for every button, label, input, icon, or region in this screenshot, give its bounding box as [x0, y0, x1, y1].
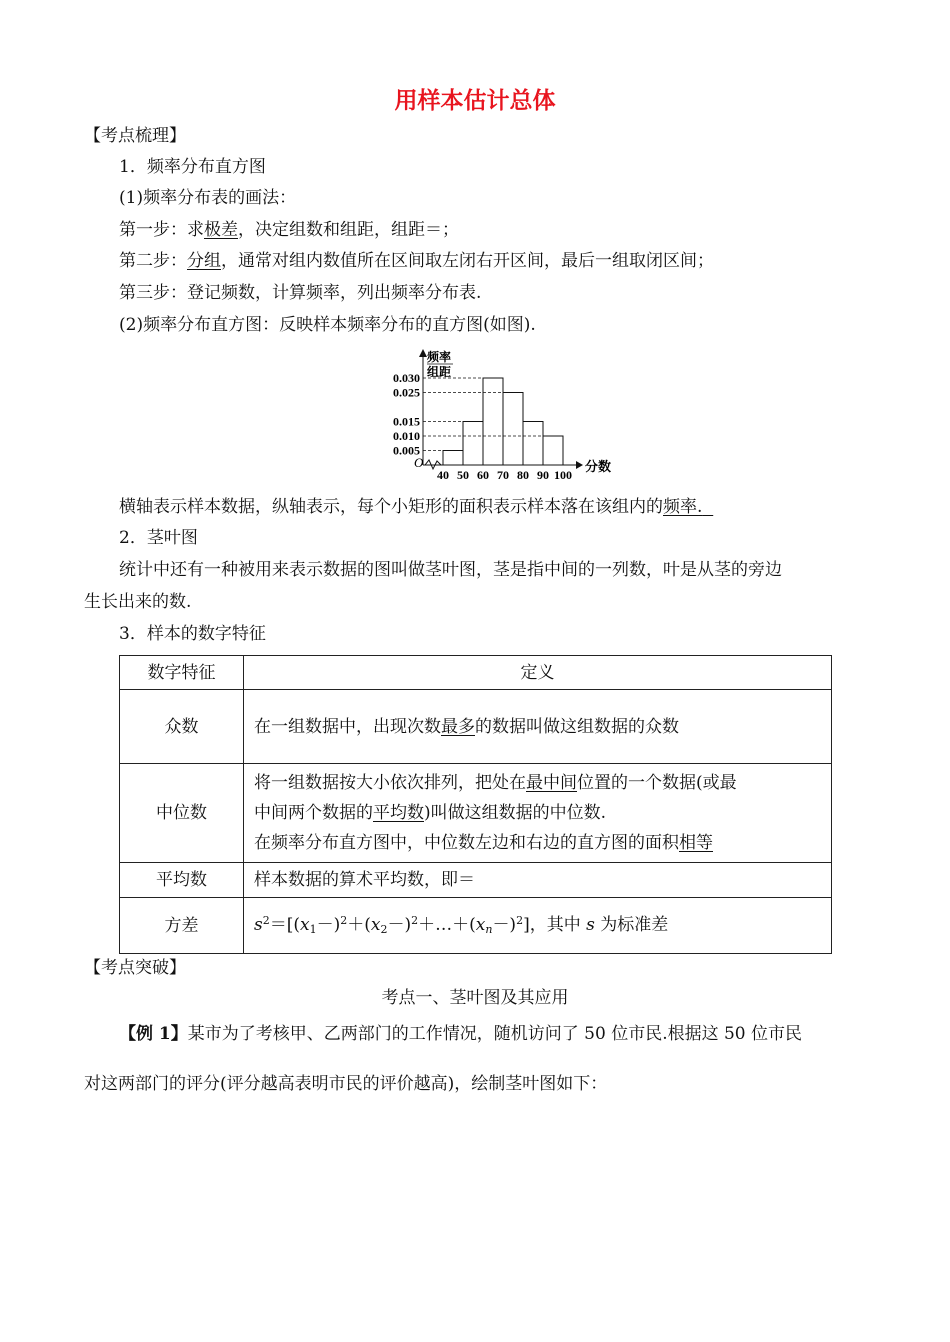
x-tick-label: 70 [497, 468, 509, 482]
numeric-features-table [119, 655, 832, 954]
y-tick-label: 0.005 [393, 443, 420, 458]
var-eq: ＝[( [269, 915, 300, 935]
heading-numeric-features: 3．样本的数字特征 [119, 624, 266, 644]
var-tail-s: s [586, 915, 595, 935]
mode-definition [244, 690, 832, 764]
x-tick-label: 100 [554, 468, 572, 482]
x-tick-label: 90 [537, 468, 549, 482]
mode-label: 众数 [120, 690, 244, 764]
table-row-median [120, 764, 832, 863]
var-in: n [485, 923, 493, 936]
frequency-histogram [378, 345, 618, 485]
example-one-text1: 某市为了考核甲、乙两部门的工作情况，随机访问了 50 位市民.根据这 50 位市民 [187, 1024, 803, 1044]
mean-definition: 样本数据的算术平均数，即＝ [244, 863, 832, 898]
subheading-histogram-def: (2)频率分布直方图：反映样本频率分布的直方图(如图). [119, 315, 536, 335]
var-pn: －) [492, 915, 517, 935]
step-one-prefix: 第一步：求 [119, 220, 204, 240]
var-e2: 2 [411, 914, 419, 927]
table-row-mode [120, 690, 832, 764]
origin-label: O [414, 455, 424, 470]
paragraph-axes [119, 495, 713, 519]
example-one-line1 [119, 1022, 802, 1046]
x-tick-label: 80 [517, 468, 529, 482]
paragraph-axes-keyword: 频率. [663, 497, 703, 517]
histogram-bar [443, 451, 463, 466]
median-def-2a: 中间两个数据的 [254, 803, 373, 823]
x-axis-arrow [576, 461, 583, 469]
y-tick-label: 0.010 [393, 429, 420, 443]
histogram-bar [523, 422, 543, 466]
mode-def-a: 在一组数据中，出现次数 [254, 716, 441, 737]
var-s: s [254, 915, 263, 935]
step-three: 第三步：登记频数，计算频率，列出频率分布表. [119, 283, 482, 303]
section-heading-breakthrough: 【考点突破】 [84, 958, 186, 978]
var-en: 2 [516, 914, 524, 927]
paragraph-axes-text: 横轴表示样本数据，纵轴表示，每个小矩形的面积表示样本落在该组内的 [119, 497, 663, 517]
table-header-definition: 定义 [244, 656, 832, 690]
median-def-line2 [254, 798, 821, 828]
var-i2: 2 [380, 923, 388, 936]
heading-histogram: 1．频率分布直方图 [119, 157, 266, 177]
var-p1: －) [316, 915, 341, 935]
key-point-one: 考点一、茎叶图及其应用 [381, 988, 569, 1008]
median-def-line1 [254, 768, 821, 798]
var-exp: 2 [262, 914, 270, 927]
step-two-prefix: 第二步： [119, 251, 187, 271]
x-tick-label: 40 [437, 468, 449, 482]
median-def-2b: )叫做这组数据的中位数. [424, 803, 607, 823]
y-tick-label: 0.030 [393, 371, 420, 385]
example-one-line2: 对这两部门的评分(评分越高表明市民的评价越高)，绘制茎叶图如下： [84, 1074, 608, 1094]
var-e1: 2 [340, 914, 348, 927]
var-i1: 1 [309, 923, 317, 936]
median-def-3a: 在频率分布直方图中，中位数左边和右边的直方图的面积 [254, 833, 679, 853]
heading-stem-leaf: 2．茎叶图 [119, 528, 198, 548]
median-label: 中位数 [120, 764, 244, 863]
y-tick-label: 0.025 [393, 385, 420, 400]
y-tick-label: 0.015 [393, 414, 420, 429]
x-tick-label: 50 [457, 468, 469, 482]
step-two-rest: ，通常对组内数值所在区间取左闭右开区间，最后一组取闭区间； [221, 251, 714, 271]
step-one-keyword: 极差 [204, 220, 238, 240]
example-one-label: 【例 1】 [119, 1024, 188, 1044]
variance-formula [244, 898, 832, 954]
histogram-bar [463, 422, 483, 466]
mode-def-b: 的数据叫做这组数据的众数 [475, 716, 679, 737]
var-xn: x [475, 915, 486, 935]
histogram-marks [393, 349, 611, 482]
step-one-rest: ，决定组数和组距，组距＝； [238, 220, 459, 240]
step-one [119, 218, 459, 242]
step-two-keyword: 分组 [187, 251, 221, 271]
var-p2: －) [387, 915, 412, 935]
step-two [119, 249, 714, 273]
table-header-row [120, 656, 832, 690]
histogram-bar [503, 393, 523, 466]
var-tail-b: 为标准差 [594, 915, 669, 935]
x-tick-label: 60 [477, 468, 489, 482]
histogram-bar [543, 436, 563, 465]
histogram-bar [483, 378, 503, 465]
var-x2: x [370, 915, 381, 935]
page-title: 用样本估计总体 [394, 88, 556, 114]
table-row-mean [120, 863, 832, 898]
median-def-1b: 位置的一个数据(或最 [577, 773, 737, 793]
y-axis-arrow [419, 349, 427, 357]
table-row-variance [120, 898, 832, 954]
median-definition [244, 764, 832, 863]
mean-label: 平均数 [120, 863, 244, 898]
section-heading-review: 【考点梳理】 [84, 126, 186, 146]
median-def-1a: 将一组数据按大小依次排列，把处在 [254, 773, 526, 793]
median-def-line3 [254, 828, 821, 858]
var-tail-a: ]，其中 [523, 915, 587, 935]
y-axis-label-top: 频率 [427, 350, 452, 364]
y-axis-label-bottom: 组距 [427, 365, 452, 379]
mode-def-keyword: 最多 [441, 716, 475, 737]
var-plus2: ＋…＋( [418, 915, 476, 935]
var-plus1: ＋( [347, 915, 371, 935]
paragraph-stem-leaf-line1: 统计中还有一种被用来表示数据的图叫做茎叶图，茎是指中间的一列数，叶是从茎的旁边 [119, 560, 782, 580]
x-axis-label: 分数 [585, 459, 612, 474]
variance-label: 方差 [120, 898, 244, 954]
median-def-3-keyword: 相等 [679, 833, 713, 853]
median-def-2-keyword: 平均数 [373, 803, 424, 823]
subheading-table-method: (1)频率分布表的画法： [119, 188, 297, 208]
median-def-1-keyword: 最中间 [526, 773, 577, 793]
paragraph-axes-underline-pad [702, 497, 713, 517]
paragraph-stem-leaf-line2: 生长出来的数. [84, 592, 192, 612]
var-x1: x [300, 915, 310, 935]
table-header-feature: 数字特征 [120, 656, 244, 690]
